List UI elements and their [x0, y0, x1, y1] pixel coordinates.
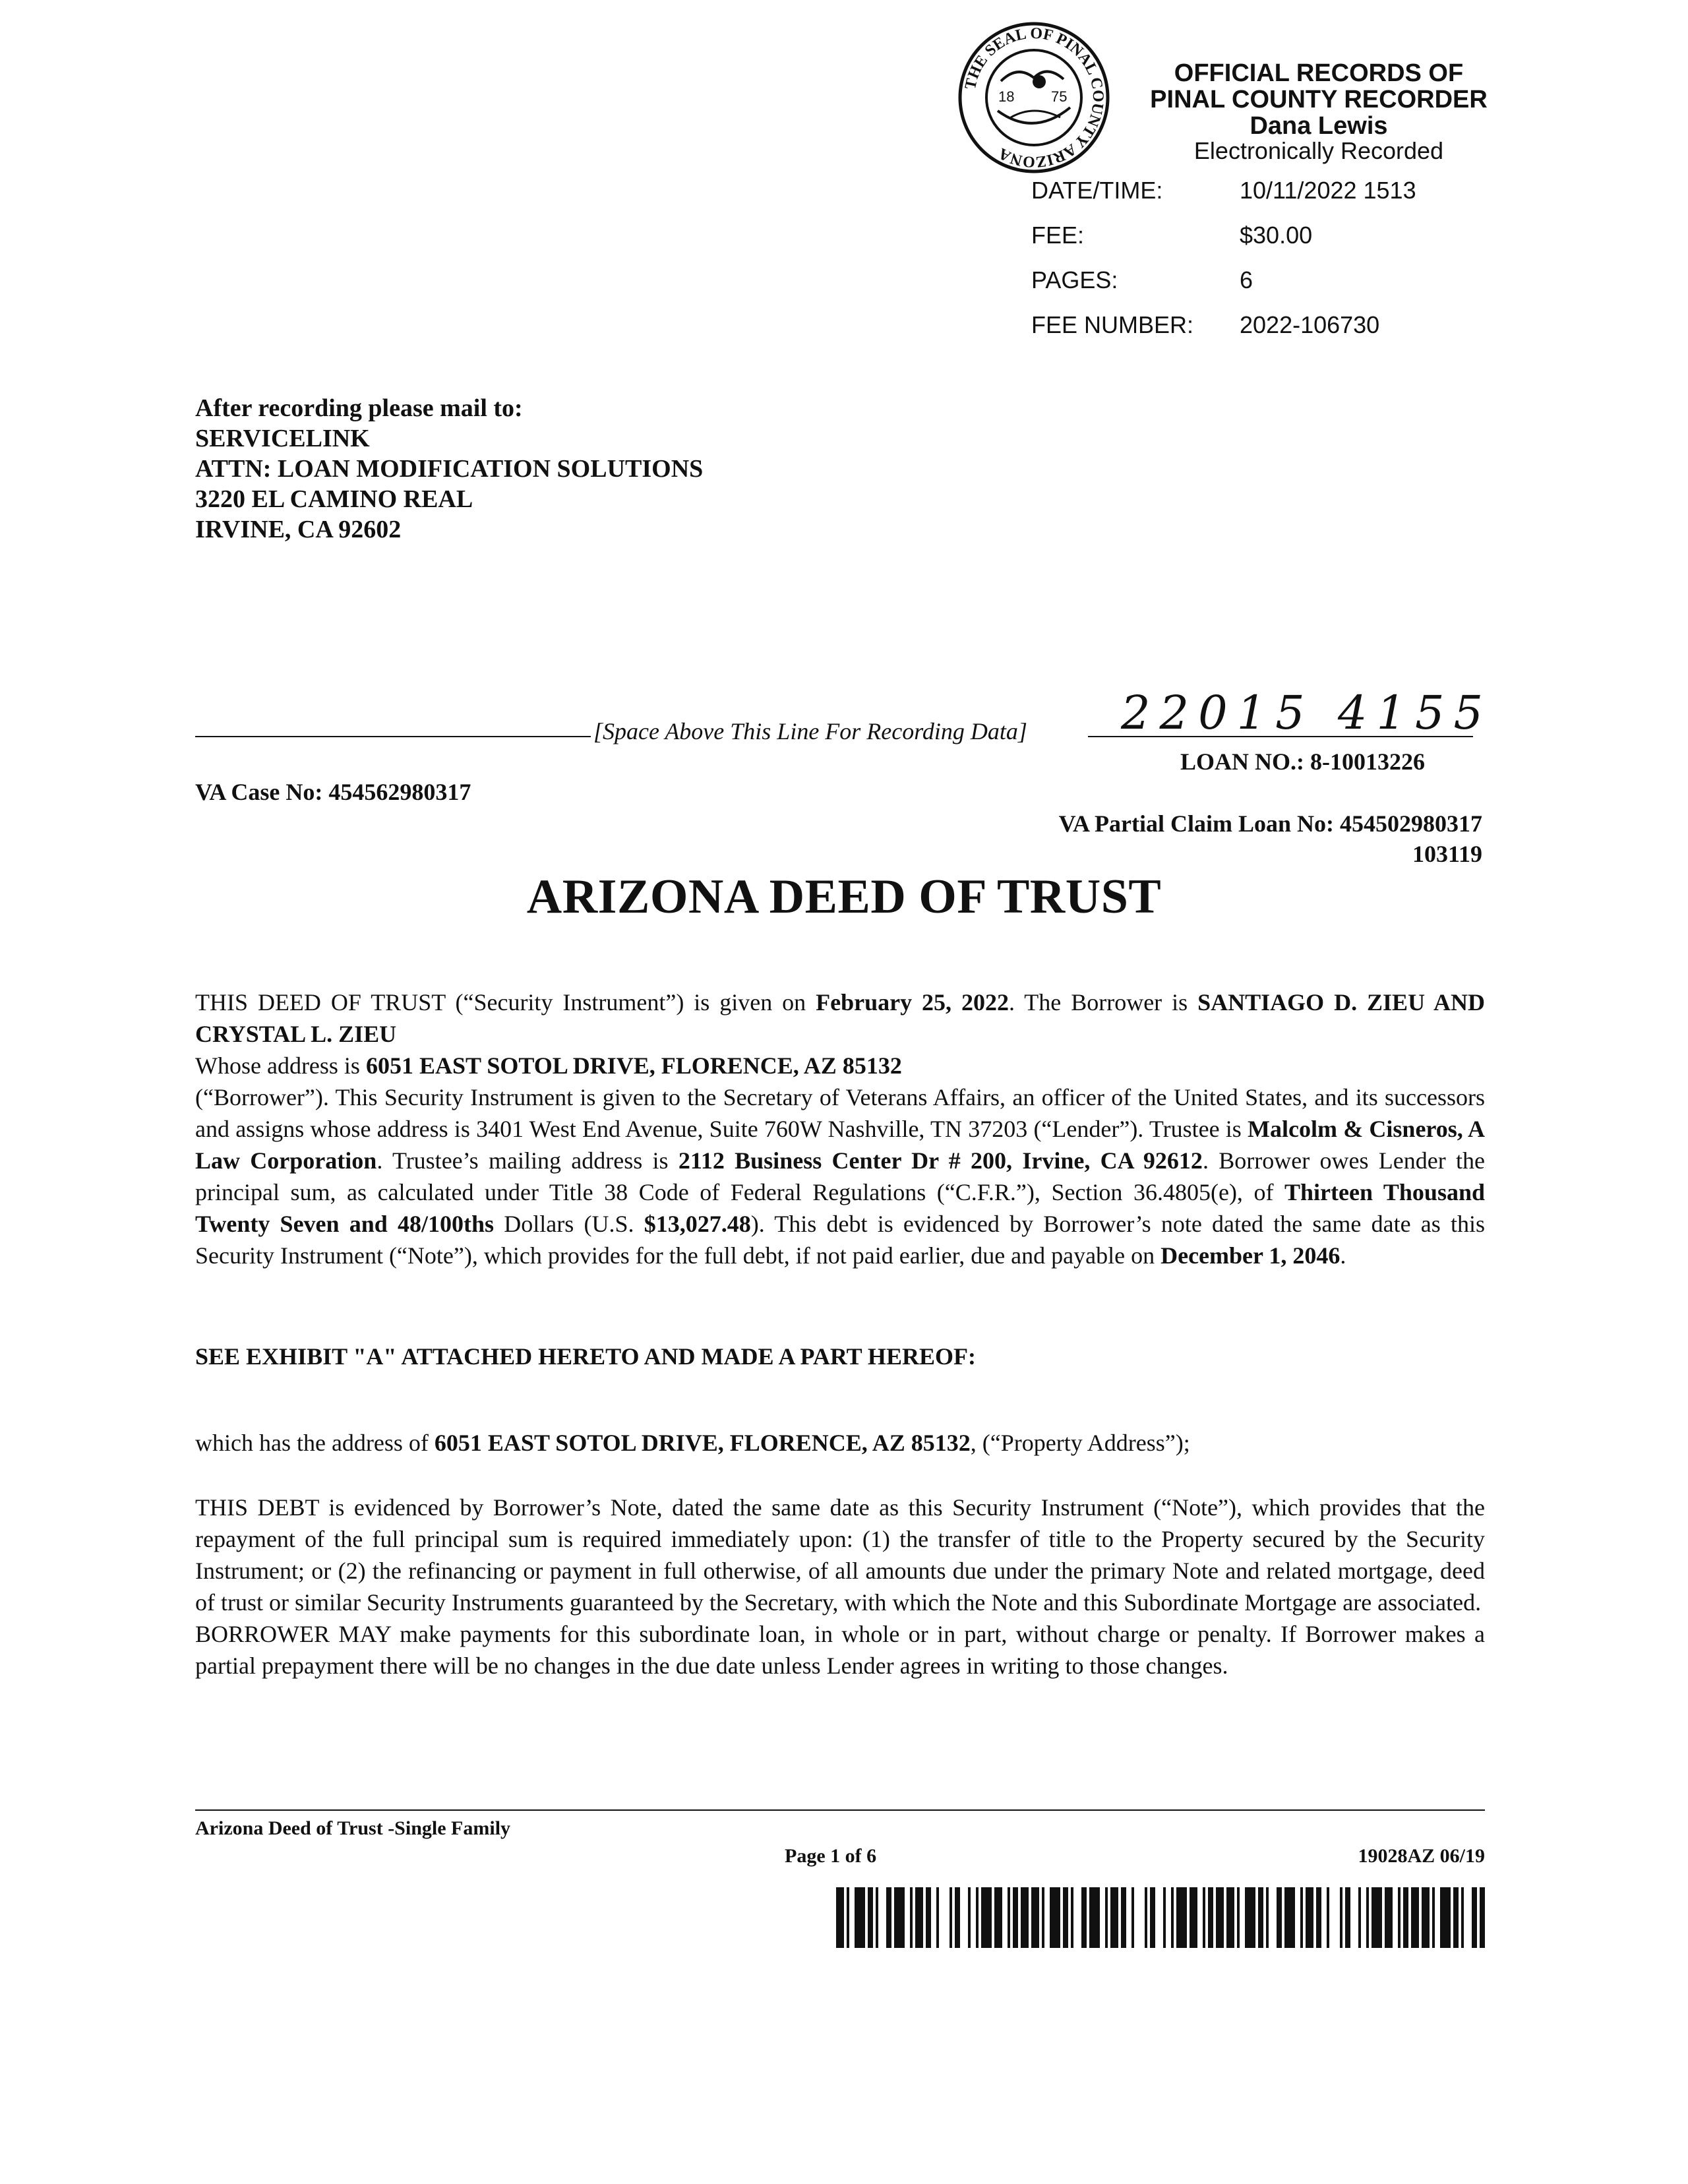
recorder-date-value: 10/11/2022 1513: [1240, 177, 1416, 204]
p3-text-b: . Trustee’s mailing address is: [377, 1147, 678, 1174]
barcode-bar: [1237, 1887, 1240, 1948]
barcode-bar: [1171, 1887, 1174, 1948]
barcode-bar: [1453, 1887, 1459, 1948]
barcode-bar: [1372, 1887, 1382, 1948]
barcode-bar: [936, 1887, 939, 1948]
barcode-bar: [910, 1887, 913, 1948]
barcode-bar: [1050, 1887, 1060, 1948]
recorder-fee-number-label: FEE NUMBER:: [1031, 311, 1194, 338]
barcode-bar: [1121, 1887, 1126, 1948]
svg-text:THE SEAL OF PINAL COUNTY ARIZO: [962, 25, 1106, 171]
paragraph-debt: [195, 1492, 1485, 1682]
barcode-bar: [1440, 1887, 1451, 1948]
document-title: ARIZONA DEED OF TRUST: [526, 870, 1162, 924]
borrower-address: 6051 EAST SOTOL DRIVE, FLORENCE, AZ 85132: [365, 1052, 902, 1079]
p4-text-b: , (“Property Address”);: [970, 1430, 1190, 1456]
p3-text-d: Dollars (U.S.: [494, 1211, 644, 1237]
p4-text-a: which has the address of: [195, 1430, 435, 1456]
seal-year-right: 75: [1051, 88, 1068, 105]
barcode-bar: [1105, 1887, 1108, 1948]
seal-ring-text: THE SEAL OF PINAL COUNTY ARIZONA: [961, 24, 1107, 171]
barcode-bar: [894, 1887, 905, 1948]
barcode-bar: [1306, 1887, 1313, 1948]
va-case-number: VA Case No: 454562980317: [195, 779, 471, 805]
seal-year-left: 18: [998, 88, 1015, 105]
barcode-bar: [1411, 1887, 1419, 1948]
va-partial-claim-loan: VA Partial Claim Loan No: 454502980317: [1058, 810, 1482, 837]
barcode-bar: [1345, 1887, 1350, 1948]
p3-text-e: ). This debt is evidenced by Borrower’s note dated the same date as this Security Instrument (“Note”), which provides for the full debt, if not paid earlier, due and payable on: [195, 1211, 1485, 1269]
footer-rule: [195, 1809, 1485, 1811]
barcode-bar: [1245, 1887, 1255, 1948]
principal-amount-words: Thirteen Thousand Twenty Seven and 48/100ths: [195, 1179, 1485, 1237]
barcode-bar: [1461, 1887, 1464, 1948]
exhibit-reference: SEE EXHIBIT "A" ATTACHED HERETO AND MADE A PART HEREOF:: [195, 1343, 976, 1370]
p1-text-a: THIS DEED OF TRUST (“Security Instrument”) is given on: [195, 989, 816, 1016]
barcode-bar: [1081, 1887, 1087, 1948]
paragraph-property-address: [195, 1427, 1485, 1459]
footer-form-name: Arizona Deed of Trust -Single Family: [195, 1817, 511, 1839]
barcode-bar: [847, 1887, 849, 1948]
debt-terms: THIS DEBT is evidenced by Borrower’s Note, dated the same date as this Security Instrument (“Note”), which provides that the repayment of the full principal sum is required immediately upon: (1) the transfer of title to the Property secured by the Security Instrument; or (2) the refinancing or payment in full otherwise, of all amounts due under the primary Note and related mortgage, deed of trust or similar Security Instruments guaranteed by the Secretary, with which the Note and this Subordinate Mortgage are associated.: [195, 1494, 1485, 1616]
footer-form-code: 19028AZ 06/19: [1358, 1845, 1485, 1867]
barcode-bar: [855, 1887, 865, 1948]
mail-to-street: 3220 EL CAMINO REAL: [195, 485, 473, 513]
property-address: 6051 EAST SOTOL DRIVE, FLORENCE, AZ 85132: [434, 1430, 971, 1456]
trustee-address: 2112 Business Center Dr # 200, Irvine, CA 92612: [678, 1147, 1203, 1174]
barcode-bar: [976, 1887, 979, 1948]
barcode-bar: [886, 1887, 891, 1948]
barcode-bar: [1176, 1887, 1187, 1948]
recorder-fee-label: FEE:: [1031, 222, 1085, 249]
barcode-bar: [1110, 1887, 1118, 1948]
recorder-fee-value: $30.00: [1240, 222, 1313, 249]
barcode-bar: [1163, 1887, 1166, 1948]
barcode-bar: [1300, 1887, 1303, 1948]
barcode-bar: [915, 1887, 923, 1948]
barcode-bar: [1008, 1887, 1010, 1948]
recorder-date-label: DATE/TIME:: [1031, 177, 1163, 204]
recorder-line-2: PINAL COUNTY RECORDER: [1150, 86, 1488, 113]
p3-text-c: . Borrower owes Lender the principal sum, as calculated under Title 38 Code of Federal Regulations (“C.F.R.”), Section 36.4805(e), of: [195, 1147, 1485, 1205]
barcode-bar: [1145, 1887, 1147, 1948]
recorder-pages-value: 6: [1240, 266, 1253, 293]
barcode-bar: [994, 1887, 1002, 1948]
barcode-bar: [1277, 1887, 1282, 1948]
mail-to-company: SERVICELINK: [195, 425, 370, 452]
mail-to-attn: ATTN: LOAN MODIFICATION SOLUTIONS: [195, 455, 704, 483]
barcode-bar: [1131, 1887, 1134, 1948]
handwritten-recording-number: 22015 4155: [1121, 686, 1493, 740]
recorder-pages-label: PAGES:: [1031, 266, 1118, 293]
barcode-bar: [836, 1887, 844, 1948]
barcode-bar: [955, 1887, 960, 1948]
barcode-bar: [1258, 1887, 1263, 1948]
barcode-bar: [1403, 1887, 1408, 1948]
barcode-bar: [1190, 1887, 1197, 1948]
barcode-bar: [1316, 1887, 1321, 1948]
barcode-bar: [1203, 1887, 1205, 1948]
barcode-bar: [1089, 1887, 1100, 1948]
loan-number: LOAN NO.: 8-10013226: [1180, 748, 1425, 775]
prepayment-terms: BORROWER MAY make payments for this subordinate loan, in whole or in part, without charge or penalty. If Borrower makes a partial prepayment there will be no changes in the due date unless Lender agrees in writing to those changes.: [195, 1621, 1485, 1679]
recording-line-left: [195, 736, 591, 737]
p3-text-a: (“Borrower”). This Security Instrument is given to the Secretary of Veterans Affairs, an officer of the United States, and its successors and assigns whose address is 3401 West End Avenue, Suite 760W Nashville, TN 37203 (“Lender”). Trustee is: [195, 1084, 1485, 1142]
barcode-bar: [868, 1887, 873, 1948]
mail-to-city: IRVINE, CA 92602: [195, 516, 402, 543]
va-partial-claim-suffix: 103119: [1412, 841, 1482, 867]
recorder-electronic-note: Electronically Recorded: [1193, 137, 1444, 164]
barcode-bar: [968, 1887, 971, 1948]
barcode-bar: [926, 1887, 931, 1948]
barcode-bar: [1042, 1887, 1044, 1948]
barcode: [836, 1887, 1485, 1948]
barcode-bar: [876, 1887, 878, 1948]
recorder-fee-number-value: 2022-106730: [1240, 311, 1380, 338]
principal-amount: $13,027.48: [644, 1211, 751, 1237]
barcode-bar: [1432, 1887, 1435, 1948]
trustee-name: Malcolm & Cisneros, A Law Corporation: [195, 1116, 1485, 1174]
barcode-bar: [1398, 1887, 1401, 1948]
barcode-bar: [1150, 1887, 1155, 1948]
barcode-bar: [1266, 1887, 1269, 1948]
recorder-name: Dana Lewis: [1250, 112, 1388, 140]
barcode-bar: [1358, 1887, 1361, 1948]
barcode-bar: [1013, 1887, 1018, 1948]
barcode-bar: [1366, 1887, 1369, 1948]
maturity-date: December 1, 2046: [1160, 1242, 1341, 1269]
p2-text-a: Whose address is: [195, 1052, 366, 1079]
barcode-bar: [1422, 1887, 1430, 1948]
barcode-bar: [1071, 1887, 1073, 1948]
barcode-bar: [1063, 1887, 1068, 1948]
borrower-names: SANTIAGO D. ZIEU AND CRYSTAL L. ZIEU: [195, 989, 1486, 1047]
p3-text-f: .: [1340, 1242, 1346, 1269]
barcode-bar: [1021, 1887, 1029, 1948]
space-above-label: [Space Above This Line For Recording Data]: [593, 718, 1027, 744]
barcode-bar: [1472, 1887, 1477, 1948]
p1-text-b: . The Borrower is: [1009, 989, 1198, 1016]
mail-to-block: [195, 393, 703, 545]
county-seal: [955, 18, 1113, 177]
mail-to-heading: After recording please mail to:: [195, 394, 523, 422]
barcode-bar: [1284, 1887, 1295, 1948]
barcode-bar: [1226, 1887, 1234, 1948]
barcode-bar: [1208, 1887, 1213, 1948]
barcode-bar: [1327, 1887, 1329, 1948]
barcode-bar: [950, 1887, 952, 1948]
barcode-bar: [1480, 1887, 1485, 1948]
barcode-bar: [1340, 1887, 1342, 1948]
barcode-bar: [1031, 1887, 1039, 1948]
barcode-bar: [1216, 1887, 1224, 1948]
paragraph-parties: [195, 986, 1485, 1271]
instrument-date: February 25, 2022: [816, 989, 1009, 1016]
footer-page-number: Page 1 of 6: [785, 1845, 877, 1867]
barcode-bar: [981, 1887, 992, 1948]
recorder-line-1: OFFICIAL RECORDS OF: [1174, 59, 1464, 87]
barcode-bar: [1385, 1887, 1393, 1948]
